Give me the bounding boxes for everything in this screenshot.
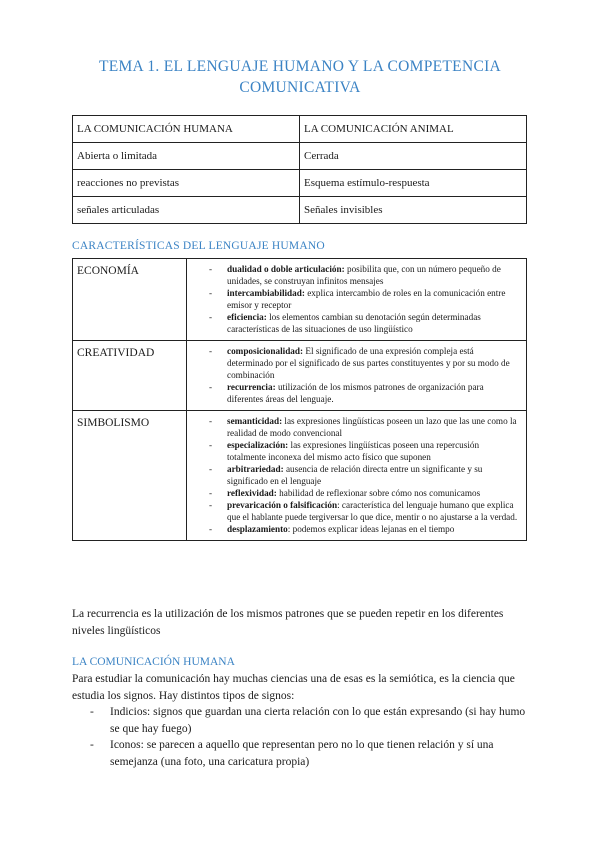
recurrence-paragraph: La recurrencia es la utilización de los mismos patrones que se pueden repetir en los diferentes niveles lingüísticos: [72, 608, 504, 637]
list-item: - arbitrariedad: ausencia de relación directa entre un significante y su significado en el lenguaje: [209, 464, 483, 486]
feature-text: explica intercambio de roles en la comunicación entre emisor y receptor: [227, 288, 506, 310]
feature-term: eficiencia:: [227, 312, 267, 322]
feature-text: El significado de una expresión compleja está determinado por el significado de sus partes constituyentes y por su modo de combinación: [227, 346, 510, 380]
table-cell: reacciones no previstas: [73, 170, 300, 197]
feature-list: [187, 263, 520, 335]
list-item: - Indicios: signos que guardan una cierta relación con lo que están expresando (si hay humo se que hay fuego): [90, 706, 526, 735]
feature-term: desplazamiento: [227, 524, 288, 534]
page-title: TEMA 1. EL LENGUAJE HUMANO Y LA COMPETENCIA COMUNICATIVA: [98, 58, 502, 96]
list-item: - prevaricación o falsificación: característica del lenguaje humano que explica que el hablante puede tergiversar lo que dice, mentir o no ajustarse a la verdad.: [209, 500, 518, 522]
feature-term: prevaricación o falsificación: [227, 500, 338, 510]
list-item: - composicionalidad: El significado de una expresión compleja está determinado por el significado de sus partes constituyentes y por su modo de combinación: [209, 346, 510, 380]
characteristics-heading: CARACTERÍSTICAS DEL LENGUAJE HUMANO: [72, 240, 325, 252]
list-item: - desplazamiento: podemos explicar ideas lejanas en el tiempo: [209, 524, 455, 534]
feature-list: [187, 415, 520, 535]
human-communication-heading: LA COMUNICACIÓN HUMANA: [72, 656, 235, 668]
feature-list: [187, 345, 520, 405]
table-cell: Señales invisibles: [300, 197, 527, 224]
feature-text: las expresiones lingüísticas poseen una repercusión totalmente inconexa del mismo acto físico que suponen: [227, 440, 480, 462]
feature-term: especialización:: [227, 440, 289, 450]
feature-term: semanticidad:: [227, 416, 283, 426]
list-item: - eficiencia: los elementos cambian su denotación según determinadas características de las situaciones de uso lingüístico: [209, 312, 481, 334]
feature-text: ausencia de relación directa entre un significante y su significado en el lenguaje: [227, 464, 483, 486]
feature-text: las expresiones lingüísticas poseen un lazo que las une como la realidad de modo convencional: [227, 416, 517, 438]
table-row: [73, 170, 527, 197]
feature-term: arbitrariedad:: [227, 464, 284, 474]
comparison-table: [72, 115, 527, 224]
table-row: [73, 411, 527, 541]
characteristics-table: [72, 258, 527, 541]
characteristic-name: CREATIVIDAD: [73, 341, 187, 411]
table-row: [73, 143, 527, 170]
feature-text: : podemos explicar ideas lejanas en el tiempo: [287, 524, 455, 534]
table-cell: Esquema estímulo-respuesta: [300, 170, 527, 197]
characteristic-name: ECONOMÍA: [73, 259, 187, 341]
feature-term: intercambiabilidad:: [227, 288, 305, 298]
table-cell: Cerrada: [300, 143, 527, 170]
list-item: - Iconos: se parecen a aquello que representan pero no lo que tienen relación y sí una semejanza (una foto, una caricatura propia): [90, 739, 494, 768]
feature-term: reflexividad:: [227, 488, 277, 498]
table-header-cell: LA COMUNICACIÓN HUMANA: [73, 116, 300, 143]
characteristic-description: [187, 411, 527, 541]
feature-text: : característica del lenguaje humano que explica que el hablante puede tergiversar lo que dice, mentir o no ajustarse a la verdad.: [227, 500, 518, 522]
list-item: - reflexividad: habilidad de reflexionar sobre cómo nos comunicamos: [209, 488, 481, 498]
feature-term: recurrencia:: [227, 382, 276, 392]
list-item: - especialización: las expresiones lingüísticas poseen una repercusión totalmente inconexa del mismo acto físico que suponen: [209, 440, 480, 462]
list-item: - semanticidad: las expresiones lingüísticas poseen un lazo que las une como la realidad de modo convencional: [209, 416, 517, 438]
table-cell: Abierta o limitada: [73, 143, 300, 170]
feature-text: posibilita que, con un número pequeño de unidades, se construyan infinitos mensajes: [227, 264, 501, 286]
feature-term: dualidad o doble articulación:: [227, 264, 345, 274]
list-item: - recurrencia: utilización de los mismos patrones de organización para diferentes áreas del lenguaje.: [209, 382, 484, 404]
table-row: [73, 197, 527, 224]
characteristic-description: [187, 259, 527, 341]
feature-text: utilización de los mismos patrones de organización para diferentes áreas del lenguaje.: [227, 382, 484, 404]
table-header-cell: LA COMUNICACIÓN ANIMAL: [300, 116, 527, 143]
list-item: - dualidad o doble articulación: posibilita que, con un número pequeño de unidades, se construyan infinitos mensajes: [209, 264, 501, 286]
intro-paragraph: Para estudiar la comunicación hay muchas ciencias una de esas es la semiótica, es la ciencia que estudia los signos. Hay distintos tipos de signos:: [72, 673, 515, 702]
characteristic-name: SIMBOLISMO: [73, 411, 187, 541]
sign-text: Iconos: se parecen a aquello que representan pero no lo que tienen relación y sí una semejanza (una foto, una caricatura propia): [110, 739, 494, 768]
feature-text: habilidad de reflexionar sobre cómo nos comunicamos: [276, 488, 481, 498]
signs-list: [72, 704, 532, 770]
feature-term: composicionalidad:: [227, 346, 304, 356]
table-row: [73, 259, 527, 341]
characteristic-description: [187, 341, 527, 411]
feature-text: los elementos cambian su denotación según determinadas características de las situaciones de uso lingüístico: [227, 312, 481, 334]
sign-text: Indicios: signos que guardan una cierta relación con lo que están expresando (si hay humo se que hay fuego): [110, 706, 526, 735]
list-item: - intercambiabilidad: explica intercambio de roles en la comunicación entre emisor y receptor: [209, 288, 506, 310]
table-cell: señales articuladas: [73, 197, 300, 224]
table-header-row: [73, 116, 527, 143]
table-row: [73, 341, 527, 411]
